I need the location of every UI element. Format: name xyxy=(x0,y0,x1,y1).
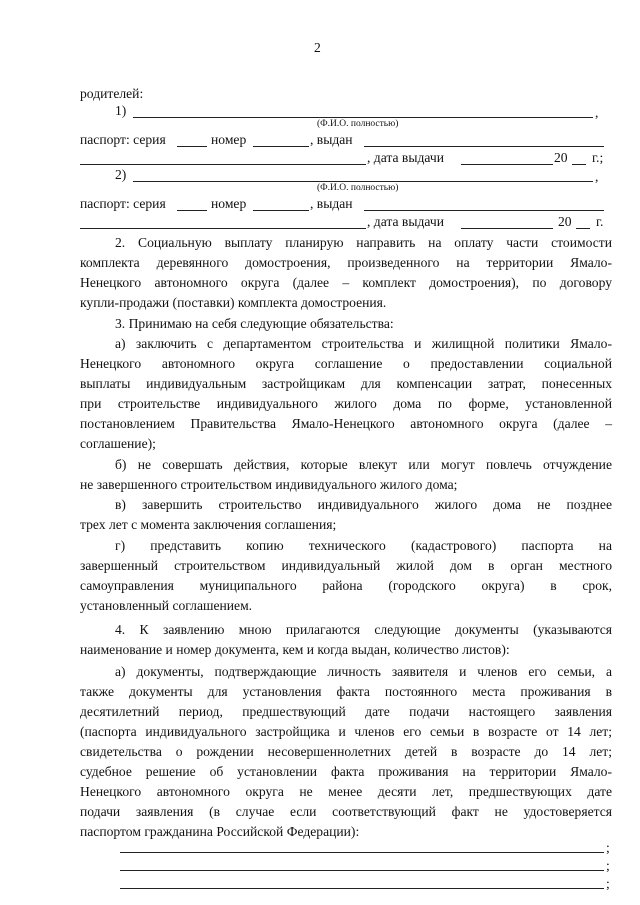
parent2-issued-by-field[interactable] xyxy=(364,210,604,211)
parent1-passport-number-field[interactable] xyxy=(253,146,309,147)
parent1-year-field[interactable] xyxy=(572,164,586,165)
parent2-passport-label: паспорт: серия xyxy=(80,196,166,211)
parent1-number: 1) xyxy=(115,103,127,118)
text-line: установленный соглашением. xyxy=(80,598,253,613)
parent2-comma: , xyxy=(595,169,599,184)
text-line: постановлением Правительства Ямало-Ненецкого автономного округа (далее – xyxy=(80,416,612,431)
text-line: б) не совершать действия, которые влекут или могут повлечь отчуждение xyxy=(115,457,612,472)
parent1-series-field[interactable] xyxy=(177,146,207,147)
text-line: завершенный строительством индивидуальный жилой дом в орган местного xyxy=(80,558,612,573)
text-line: г) представить копию технического (кадастрового) паспорта на xyxy=(115,538,612,553)
parent1-issue-date-label: , дата выдачи xyxy=(367,150,445,165)
text-line: при строительстве индивидуального жилого дома по форме, установленной xyxy=(80,396,612,411)
text-line: 2. Социальную выплату планирую направить на оплату части стоимости xyxy=(115,235,612,250)
text-line: Ненецкого автономного округа соглашение о предоставлении социальной xyxy=(80,356,612,371)
parent2-issue-date-label: , дата выдачи xyxy=(367,214,445,229)
text-line: Ненецкого автономного округа не менее десяти лет, предшествующих дате xyxy=(80,784,612,799)
text-line: судебное решение об установлении факта проживания на территории Ямало- xyxy=(80,764,612,779)
parent1-year-prefix: 20 xyxy=(554,150,568,165)
text-line: в) завершить строительство индивидуального жилого дома не позднее xyxy=(115,497,612,512)
parent1-comma: , xyxy=(595,105,599,120)
text-line: а) документы, подтверждающие личность заявителя и членов его семьи, а xyxy=(115,664,612,679)
page-number: 2 xyxy=(314,40,321,55)
document-line-3[interactable] xyxy=(120,888,604,889)
text-line: самоуправления муниципального района (городского округа) в срок, xyxy=(80,578,612,593)
parent1-issued-label: , выдан xyxy=(310,132,353,147)
document-line-2[interactable] xyxy=(120,870,604,871)
text-line: комплекта деревянного домостроения, произведенного на территории Ямало- xyxy=(80,255,612,270)
parent2-number: 2) xyxy=(115,167,127,182)
line-end: ; xyxy=(606,858,610,873)
line-end: ; xyxy=(606,876,610,891)
text-line: паспортом гражданина Российской Федерации): xyxy=(80,824,360,839)
parent2-fio-caption: (Ф.И.О. полностью) xyxy=(317,183,399,193)
paragraph-3-heading: 3. Принимаю на себя следующие обязательства: xyxy=(115,316,394,331)
parent2-fio-field[interactable] xyxy=(133,181,593,182)
text-line: свидетельства о рождении несовершеннолетних детей в возрасте до 14 лет; xyxy=(80,744,612,759)
text-line: подачи заявления (в случае если соответствующий факт не удостоверяется xyxy=(80,804,612,819)
text-line: Ненецкого автономного округа (далее – комплект домостроения), по договору xyxy=(80,275,612,290)
text-line: соглашение); xyxy=(80,436,156,451)
text-line: наименование и номер документа, кем и когда выдан, количество листов): xyxy=(80,642,510,657)
text-line: трех лет с момента заключения соглашения; xyxy=(80,517,337,532)
line-end: ; xyxy=(606,840,610,855)
parent2-series-field[interactable] xyxy=(177,210,207,211)
parent2-year-field[interactable] xyxy=(576,228,590,229)
parent2-issued-label: , выдан xyxy=(310,196,353,211)
parent2-year-prefix: 20 xyxy=(558,214,572,229)
parent1-issued-by-field[interactable] xyxy=(364,146,604,147)
text-line: (паспорта индивидуального застройщика и членов его семьи в возрасте от 14 лет; xyxy=(80,724,612,739)
document-line-1[interactable] xyxy=(120,852,604,853)
parent1-fio-field[interactable] xyxy=(133,117,593,118)
parent1-fio-caption: (Ф.И.О. полностью) xyxy=(317,119,399,129)
parent1-year-suffix: г.; xyxy=(592,150,604,165)
text-line: десятилетний период, предшествующий дате подачи настоящего заявления xyxy=(80,704,612,719)
parent2-issued-by-field-cont[interactable] xyxy=(80,228,366,229)
parent1-number-label: номер xyxy=(211,132,247,147)
parent1-passport-label: паспорт: серия xyxy=(80,132,166,147)
text-line: 4. К заявлению мною прилагаются следующие документы (указываются xyxy=(115,622,612,637)
parent2-issue-date-field[interactable] xyxy=(461,228,553,229)
parent1-issue-date-field[interactable] xyxy=(461,164,553,165)
text-line: выплаты индивидуальным застройщикам для компенсации затрат, понесенных xyxy=(80,376,612,391)
text-line: также документы для установления факта постоянного места проживания в xyxy=(80,684,612,699)
text-line: не завершенного строительством индивидуального жилого дома; xyxy=(80,477,458,492)
parent2-year-suffix: г. xyxy=(596,214,604,229)
parent2-number-label: номер xyxy=(211,196,247,211)
parent2-passport-number-field[interactable] xyxy=(253,210,309,211)
text-line: купли-продажи (поставки) комплекта домостроения. xyxy=(80,295,387,310)
text-line: а) заключить с департаментом строительства и жилищной политики Ямало- xyxy=(115,336,612,351)
parents-label: родителей: xyxy=(80,86,144,101)
